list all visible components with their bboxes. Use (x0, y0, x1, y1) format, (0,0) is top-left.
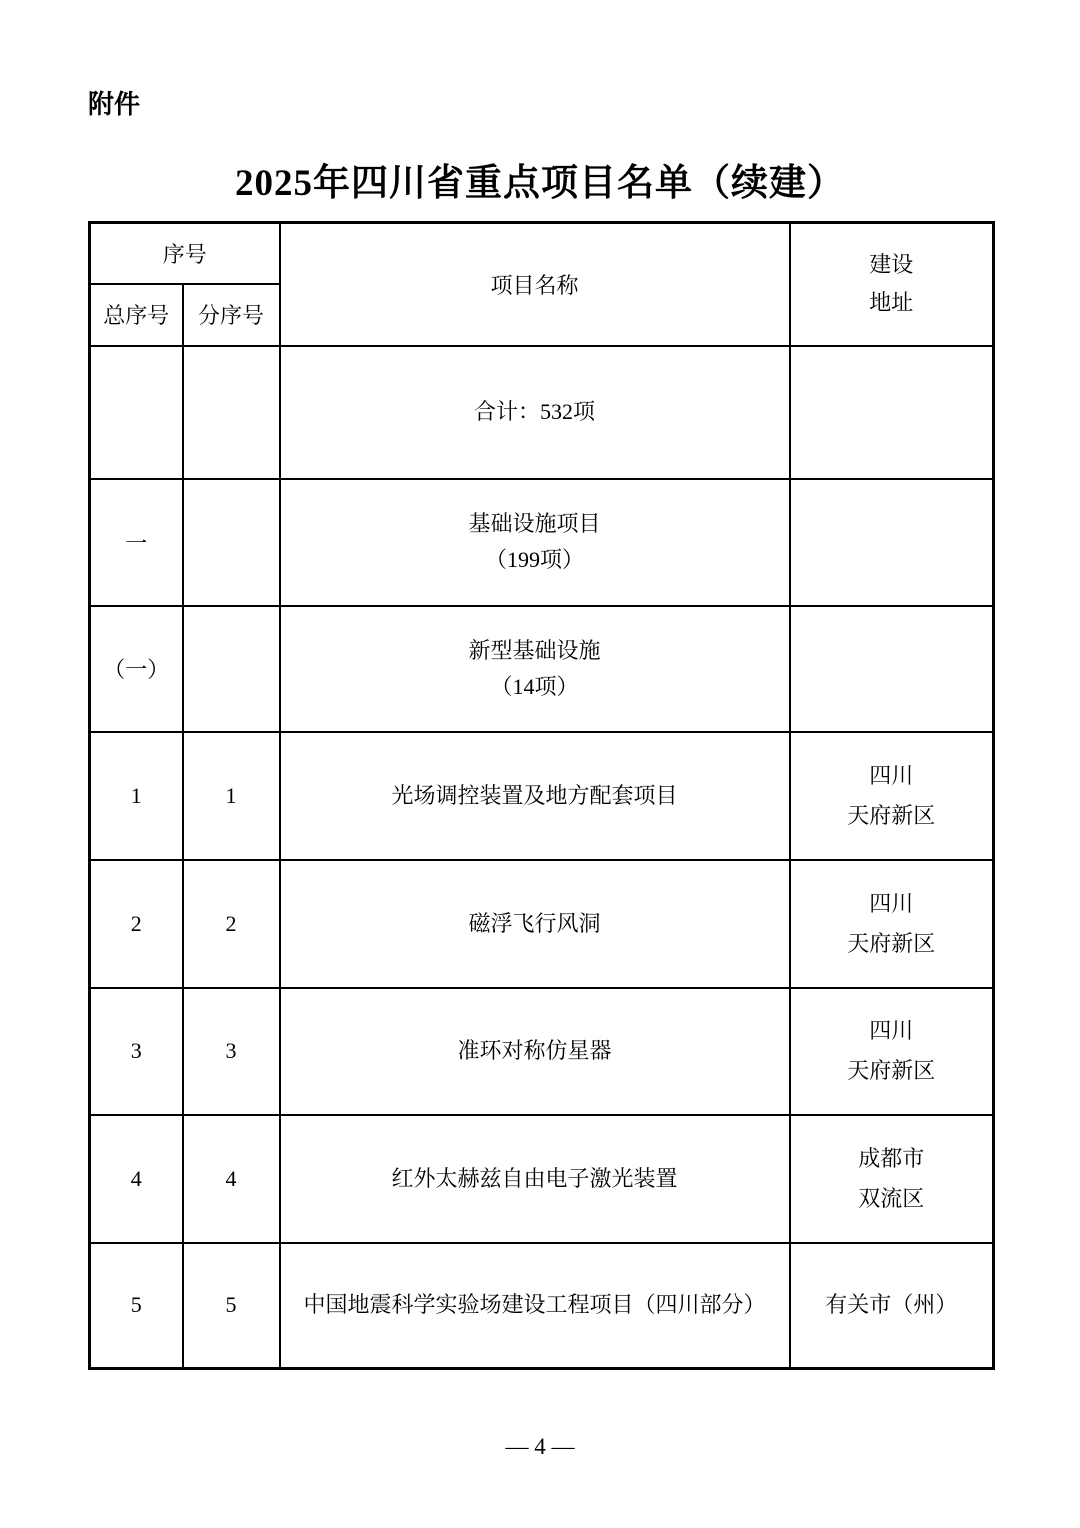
cell-total-no: 3 (90, 988, 183, 1115)
address-line1: 有关市（州） (825, 1292, 958, 1318)
cell-project-name (280, 1115, 790, 1243)
table-row-subsection-1 (90, 606, 994, 732)
header-sub-seq: 分序号 (183, 284, 280, 346)
cell-address (790, 988, 994, 1115)
address-line2: 天府新区 (847, 1058, 936, 1083)
table-row-section-1 (90, 479, 994, 606)
header-address-line2: 地址 (869, 290, 914, 316)
cell-sub-no: 2 (183, 860, 280, 988)
cell-sub-no (183, 346, 280, 479)
cell-project-name (280, 988, 790, 1115)
project-name-line1: 合计：532项 (474, 399, 596, 424)
project-name-line1: 中国地震科学实验场建设工程项目（四川部分） (303, 1292, 766, 1318)
address-line1: 成都市 (858, 1145, 925, 1171)
cell-address (790, 1115, 994, 1243)
header-project-name: 项目名称 (280, 223, 790, 346)
project-name-line1: 磁浮飞行风洞 (468, 910, 601, 936)
table-row-total (90, 346, 994, 479)
table-body (90, 346, 994, 1369)
cell-address (790, 732, 994, 860)
table-header (90, 223, 994, 346)
cell-sub-no (183, 606, 280, 732)
address-line1: 四川 (869, 890, 914, 916)
cell-total-no: （一） (90, 606, 183, 732)
address-line2: 天府新区 (847, 802, 936, 828)
cell-sub-no: 3 (183, 988, 280, 1115)
address-line2: 天府新区 (847, 930, 936, 956)
cell-project-name (280, 860, 790, 988)
project-name-line1: 准环对称仿星器 (457, 1038, 612, 1063)
table-row-project-4 (90, 1115, 994, 1243)
project-name-line1: 新型基础设施 (468, 637, 601, 663)
document-title: 2025年四川省重点项目名单（续建） (235, 163, 845, 204)
attachment-label: 附件 (88, 89, 141, 119)
cell-total-no: 1 (90, 732, 183, 860)
address-line1: 四川 (869, 1018, 914, 1043)
cell-total-no: 一 (90, 479, 183, 606)
cell-project-name (280, 346, 790, 479)
cell-address (790, 860, 994, 988)
project-name-line1: 红外太赫兹自由电子激光装置 (391, 1165, 678, 1191)
cell-total-no: 4 (90, 1115, 183, 1243)
project-table (88, 221, 995, 1370)
cell-project-name (280, 1243, 790, 1369)
table-row-project-3 (90, 988, 994, 1115)
cell-sub-no: 5 (183, 1243, 280, 1369)
header-address-line1: 建设 (869, 252, 914, 278)
project-name-line2: （199项） (485, 547, 585, 572)
cell-address (790, 346, 994, 479)
cell-sub-no: 4 (183, 1115, 280, 1243)
table-row-project-1 (90, 732, 994, 860)
cell-project-name (280, 732, 790, 860)
cell-address (790, 606, 994, 732)
header-row-1 (90, 223, 994, 284)
cell-address (790, 479, 994, 606)
cell-total-no (90, 346, 183, 479)
cell-total-no: 5 (90, 1243, 183, 1369)
cell-project-name (280, 479, 790, 606)
header-seq: 序号 (90, 223, 280, 284)
header-address (790, 223, 994, 346)
table-row-project-5 (90, 1243, 994, 1369)
cell-sub-no: 1 (183, 732, 280, 860)
page-number: — 4 — (505, 1434, 575, 1459)
header-total-seq: 总序号 (90, 284, 183, 346)
project-name-line1: 基础设施项目 (468, 511, 601, 536)
cell-sub-no (183, 479, 280, 606)
cell-project-name (280, 606, 790, 732)
address-line2: 双流区 (858, 1185, 925, 1211)
table-row-project-2 (90, 860, 994, 988)
address-line1: 四川 (869, 762, 914, 788)
cell-address (790, 1243, 994, 1369)
cell-total-no: 2 (90, 860, 183, 988)
project-name-line1: 光场调控装置及地方配套项目 (391, 782, 678, 808)
project-name-line2: （14项） (490, 673, 579, 699)
